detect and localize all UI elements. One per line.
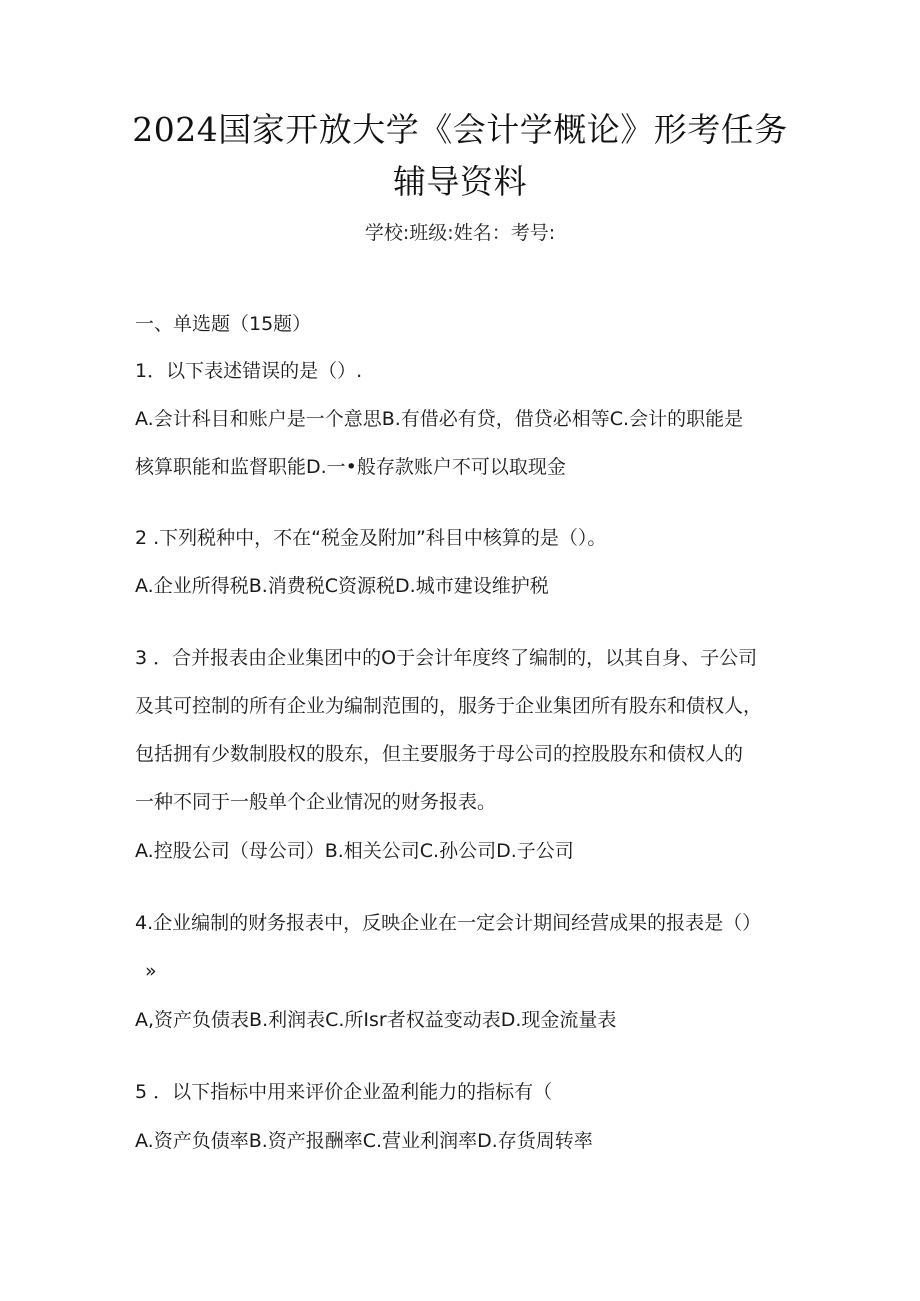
document-title-line-2: 辅导资料 (393, 162, 527, 201)
question-1-stem: 1．以下表述错误的是（）. (135, 360, 363, 382)
question-3-stem-line-1: 3 ．合并报表由企业集团中的O于会计年度终了编制的，以其自身、子公司 (135, 647, 758, 669)
student-info-line: 学校:班级:姓名：考号: (364, 222, 556, 244)
question-4-options: A,资产负债表B.利润表C.所Isr者权益变动表D.现金流量表 (135, 1009, 617, 1031)
question-3-stem-line-4: 一种不同于一般单个企业情况的财务报表。 (135, 791, 497, 813)
question-4-stem-line-2: » (145, 960, 157, 982)
question-2-options: A.企业所得税B.消费税C资源税D.城市建设维护税 (135, 575, 549, 597)
question-1-options-line-2: 核算职能和监督职能D.一•般存款账户不可以取现金 (135, 456, 566, 478)
question-3-options: A.控股公司（母公司）B.相关公司C.孙公司D.子公司 (135, 840, 574, 862)
question-1-options-line-1: A.会计科目和账户是一个意思B.有借必有贷，借贷必相等C.会计的职能是 (135, 408, 744, 430)
question-3-stem-line-2: 及其可控制的所有企业为编制范围的，服务于企业集团所有股东和债权人， (135, 695, 763, 717)
question-5-stem: 5 ．以下指标中用来评价企业盈利能力的指标有（ (135, 1081, 553, 1103)
question-4-stem-line-1: 4.企业编制的财务报表中，反映企业在一定会计期间经营成果的报表是（） (135, 912, 762, 934)
question-2-stem: 2 .下列税种中，不在“税金及附加”科目中核算的是（）。 (135, 527, 607, 549)
question-3-stem-line-3: 包括拥有少数制股权的股东，但主要服务于母公司的控股股东和债权人的 (135, 743, 744, 765)
question-5-options: A.资产负债率B.资产报酬率C.营业利润率D.存货周转率 (135, 1130, 593, 1152)
section-heading: 一、单选题（15题） (135, 313, 312, 335)
document-title-line-1: 2024国家开放大学《会计学概论》形考任务 (132, 110, 788, 149)
